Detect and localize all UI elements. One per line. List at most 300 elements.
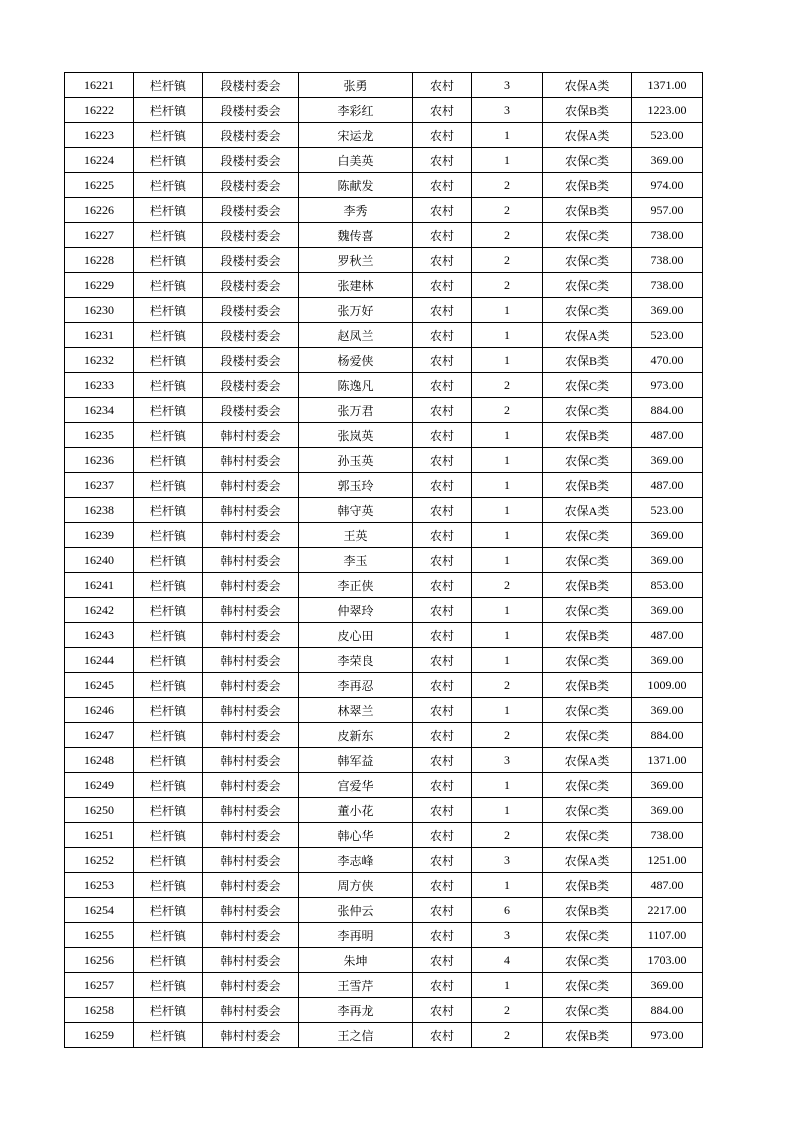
- village-committee-cell: 韩村村委会: [203, 448, 299, 473]
- serial-number-cell: 16223: [65, 123, 134, 148]
- town-cell: 栏杆镇: [134, 698, 203, 723]
- table-row: [65, 173, 703, 198]
- person-count-cell: 2: [472, 373, 543, 398]
- amount-cell: 1009.00: [632, 673, 703, 698]
- table-row: [65, 673, 703, 698]
- table-row: [65, 748, 703, 773]
- person-count-cell: 1: [472, 523, 543, 548]
- amount-cell: 884.00: [632, 398, 703, 423]
- table-row: [65, 973, 703, 998]
- village-committee-cell: 韩村村委会: [203, 823, 299, 848]
- residence-type-cell: 农村: [413, 798, 472, 823]
- person-count-cell: 2: [472, 573, 543, 598]
- amount-cell: 738.00: [632, 823, 703, 848]
- amount-cell: 369.00: [632, 973, 703, 998]
- table-body: [65, 73, 703, 1048]
- amount-cell: 738.00: [632, 223, 703, 248]
- town-cell: 栏杆镇: [134, 273, 203, 298]
- table-row: [65, 273, 703, 298]
- town-cell: 栏杆镇: [134, 923, 203, 948]
- residence-type-cell: 农村: [413, 848, 472, 873]
- amount-cell: 738.00: [632, 273, 703, 298]
- person-name-cell: 韩军益: [299, 748, 413, 773]
- residence-type-cell: 农村: [413, 98, 472, 123]
- amount-cell: 974.00: [632, 173, 703, 198]
- town-cell: 栏杆镇: [134, 673, 203, 698]
- town-cell: 栏杆镇: [134, 523, 203, 548]
- town-cell: 栏杆镇: [134, 348, 203, 373]
- residence-type-cell: 农村: [413, 273, 472, 298]
- residence-type-cell: 农村: [413, 198, 472, 223]
- insurance-category-cell: 农保C类: [543, 823, 632, 848]
- town-cell: 栏杆镇: [134, 998, 203, 1023]
- residence-type-cell: 农村: [413, 998, 472, 1023]
- amount-cell: 1371.00: [632, 748, 703, 773]
- residence-type-cell: 农村: [413, 748, 472, 773]
- amount-cell: 2217.00: [632, 898, 703, 923]
- village-committee-cell: 韩村村委会: [203, 673, 299, 698]
- village-committee-cell: 段楼村委会: [203, 148, 299, 173]
- amount-cell: 1703.00: [632, 948, 703, 973]
- village-committee-cell: 韩村村委会: [203, 648, 299, 673]
- table-row: [65, 298, 703, 323]
- town-cell: 栏杆镇: [134, 973, 203, 998]
- insurance-category-cell: 农保B类: [543, 898, 632, 923]
- serial-number-cell: 16244: [65, 648, 134, 673]
- table-row: [65, 648, 703, 673]
- table-row: [65, 598, 703, 623]
- person-name-cell: 李秀: [299, 198, 413, 223]
- person-name-cell: 李玉: [299, 548, 413, 573]
- town-cell: 栏杆镇: [134, 898, 203, 923]
- table-row: [65, 998, 703, 1023]
- serial-number-cell: 16231: [65, 323, 134, 348]
- village-committee-cell: 韩村村委会: [203, 473, 299, 498]
- amount-cell: 884.00: [632, 723, 703, 748]
- village-committee-cell: 韩村村委会: [203, 698, 299, 723]
- serial-number-cell: 16226: [65, 198, 134, 223]
- person-name-cell: 王之信: [299, 1023, 413, 1048]
- serial-number-cell: 16233: [65, 373, 134, 398]
- village-committee-cell: 韩村村委会: [203, 598, 299, 623]
- village-committee-cell: 韩村村委会: [203, 973, 299, 998]
- serial-number-cell: 16255: [65, 923, 134, 948]
- town-cell: 栏杆镇: [134, 473, 203, 498]
- town-cell: 栏杆镇: [134, 748, 203, 773]
- serial-number-cell: 16247: [65, 723, 134, 748]
- village-committee-cell: 段楼村委会: [203, 73, 299, 98]
- amount-cell: 369.00: [632, 523, 703, 548]
- serial-number-cell: 16241: [65, 573, 134, 598]
- amount-cell: 369.00: [632, 648, 703, 673]
- insurance-category-cell: 农保C类: [543, 148, 632, 173]
- insurance-category-cell: 农保B类: [543, 473, 632, 498]
- benefits-table: [64, 72, 703, 1048]
- person-count-cell: 2: [472, 198, 543, 223]
- person-name-cell: 李正侠: [299, 573, 413, 598]
- residence-type-cell: 农村: [413, 948, 472, 973]
- person-count-cell: 1: [472, 973, 543, 998]
- amount-cell: 369.00: [632, 298, 703, 323]
- village-committee-cell: 段楼村委会: [203, 98, 299, 123]
- insurance-category-cell: 农保C类: [543, 523, 632, 548]
- insurance-category-cell: 农保C类: [543, 248, 632, 273]
- town-cell: 栏杆镇: [134, 598, 203, 623]
- town-cell: 栏杆镇: [134, 848, 203, 873]
- person-name-cell: 宋运龙: [299, 123, 413, 148]
- person-count-cell: 1: [472, 623, 543, 648]
- table-row: [65, 98, 703, 123]
- village-committee-cell: 韩村村委会: [203, 873, 299, 898]
- amount-cell: 369.00: [632, 548, 703, 573]
- residence-type-cell: 农村: [413, 473, 472, 498]
- town-cell: 栏杆镇: [134, 573, 203, 598]
- person-count-cell: 4: [472, 948, 543, 973]
- person-name-cell: 赵凤兰: [299, 323, 413, 348]
- insurance-category-cell: 农保C类: [543, 798, 632, 823]
- village-committee-cell: 韩村村委会: [203, 623, 299, 648]
- insurance-category-cell: 农保C类: [543, 273, 632, 298]
- serial-number-cell: 16248: [65, 748, 134, 773]
- amount-cell: 487.00: [632, 873, 703, 898]
- person-name-cell: 李志峰: [299, 848, 413, 873]
- person-name-cell: 王英: [299, 523, 413, 548]
- person-count-cell: 2: [472, 823, 543, 848]
- town-cell: 栏杆镇: [134, 173, 203, 198]
- insurance-category-cell: 农保C类: [543, 398, 632, 423]
- serial-number-cell: 16250: [65, 798, 134, 823]
- person-name-cell: 白美英: [299, 148, 413, 173]
- amount-cell: 487.00: [632, 623, 703, 648]
- table-row: [65, 348, 703, 373]
- insurance-category-cell: 农保B类: [543, 348, 632, 373]
- amount-cell: 369.00: [632, 773, 703, 798]
- amount-cell: 884.00: [632, 998, 703, 1023]
- person-name-cell: 韩心华: [299, 823, 413, 848]
- amount-cell: 1251.00: [632, 848, 703, 873]
- serial-number-cell: 16253: [65, 873, 134, 898]
- table-row: [65, 148, 703, 173]
- village-committee-cell: 段楼村委会: [203, 373, 299, 398]
- town-cell: 栏杆镇: [134, 373, 203, 398]
- serial-number-cell: 16228: [65, 248, 134, 273]
- village-committee-cell: 韩村村委会: [203, 523, 299, 548]
- table-row: [65, 448, 703, 473]
- residence-type-cell: 农村: [413, 323, 472, 348]
- table-row: [65, 548, 703, 573]
- person-count-cell: 3: [472, 748, 543, 773]
- residence-type-cell: 农村: [413, 448, 472, 473]
- serial-number-cell: 16222: [65, 98, 134, 123]
- residence-type-cell: 农村: [413, 573, 472, 598]
- insurance-category-cell: 农保B类: [543, 98, 632, 123]
- person-count-cell: 1: [472, 298, 543, 323]
- amount-cell: 738.00: [632, 248, 703, 273]
- serial-number-cell: 16239: [65, 523, 134, 548]
- person-name-cell: 陈献发: [299, 173, 413, 198]
- table-row: [65, 198, 703, 223]
- insurance-category-cell: 农保C类: [543, 298, 632, 323]
- insurance-category-cell: 农保C类: [543, 648, 632, 673]
- town-cell: 栏杆镇: [134, 823, 203, 848]
- table-row: [65, 573, 703, 598]
- person-count-cell: 1: [472, 698, 543, 723]
- person-count-cell: 1: [472, 648, 543, 673]
- village-committee-cell: 段楼村委会: [203, 248, 299, 273]
- serial-number-cell: 16232: [65, 348, 134, 373]
- amount-cell: 973.00: [632, 1023, 703, 1048]
- person-count-cell: 1: [472, 873, 543, 898]
- person-count-cell: 1: [472, 323, 543, 348]
- person-name-cell: 张仲云: [299, 898, 413, 923]
- village-committee-cell: 段楼村委会: [203, 198, 299, 223]
- serial-number-cell: 16227: [65, 223, 134, 248]
- residence-type-cell: 农村: [413, 173, 472, 198]
- town-cell: 栏杆镇: [134, 198, 203, 223]
- serial-number-cell: 16225: [65, 173, 134, 198]
- town-cell: 栏杆镇: [134, 648, 203, 673]
- person-name-cell: 郭玉玲: [299, 473, 413, 498]
- insurance-category-cell: 农保C类: [543, 973, 632, 998]
- village-committee-cell: 段楼村委会: [203, 348, 299, 373]
- town-cell: 栏杆镇: [134, 148, 203, 173]
- person-name-cell: 皮新东: [299, 723, 413, 748]
- residence-type-cell: 农村: [413, 73, 472, 98]
- person-name-cell: 陈逸凡: [299, 373, 413, 398]
- person-name-cell: 孙玉英: [299, 448, 413, 473]
- person-count-cell: 6: [472, 898, 543, 923]
- insurance-category-cell: 农保C类: [543, 998, 632, 1023]
- insurance-category-cell: 农保C类: [543, 223, 632, 248]
- village-committee-cell: 韩村村委会: [203, 848, 299, 873]
- residence-type-cell: 农村: [413, 1023, 472, 1048]
- insurance-category-cell: 农保C类: [543, 598, 632, 623]
- person-name-cell: 宫爱华: [299, 773, 413, 798]
- amount-cell: 1223.00: [632, 98, 703, 123]
- residence-type-cell: 农村: [413, 773, 472, 798]
- village-committee-cell: 段楼村委会: [203, 273, 299, 298]
- amount-cell: 369.00: [632, 798, 703, 823]
- town-cell: 栏杆镇: [134, 73, 203, 98]
- residence-type-cell: 农村: [413, 223, 472, 248]
- table-row: [65, 73, 703, 98]
- table-row: [65, 423, 703, 448]
- table-row: [65, 948, 703, 973]
- person-count-cell: 2: [472, 673, 543, 698]
- amount-cell: 369.00: [632, 598, 703, 623]
- table-row: [65, 123, 703, 148]
- amount-cell: 1107.00: [632, 923, 703, 948]
- residence-type-cell: 农村: [413, 348, 472, 373]
- village-committee-cell: 段楼村委会: [203, 173, 299, 198]
- person-name-cell: 李荣良: [299, 648, 413, 673]
- insurance-category-cell: 农保A类: [543, 748, 632, 773]
- amount-cell: 369.00: [632, 148, 703, 173]
- table-row: [65, 798, 703, 823]
- amount-cell: 487.00: [632, 423, 703, 448]
- person-count-cell: 1: [472, 598, 543, 623]
- insurance-category-cell: 农保A类: [543, 123, 632, 148]
- residence-type-cell: 农村: [413, 248, 472, 273]
- table-row: [65, 623, 703, 648]
- table-row: [65, 498, 703, 523]
- table-row: [65, 923, 703, 948]
- serial-number-cell: 16258: [65, 998, 134, 1023]
- person-count-cell: 2: [472, 248, 543, 273]
- town-cell: 栏杆镇: [134, 548, 203, 573]
- serial-number-cell: 16234: [65, 398, 134, 423]
- residence-type-cell: 农村: [413, 548, 472, 573]
- insurance-category-cell: 农保C类: [543, 773, 632, 798]
- amount-cell: 523.00: [632, 323, 703, 348]
- serial-number-cell: 16245: [65, 673, 134, 698]
- residence-type-cell: 农村: [413, 648, 472, 673]
- village-committee-cell: 韩村村委会: [203, 573, 299, 598]
- person-name-cell: 韩守英: [299, 498, 413, 523]
- person-count-cell: 2: [472, 223, 543, 248]
- residence-type-cell: 农村: [413, 523, 472, 548]
- person-count-cell: 1: [472, 798, 543, 823]
- insurance-category-cell: 农保B类: [543, 873, 632, 898]
- serial-number-cell: 16235: [65, 423, 134, 448]
- table-row: [65, 823, 703, 848]
- village-committee-cell: 韩村村委会: [203, 498, 299, 523]
- insurance-category-cell: 农保C类: [543, 548, 632, 573]
- amount-cell: 369.00: [632, 698, 703, 723]
- person-count-cell: 1: [472, 498, 543, 523]
- table-row: [65, 523, 703, 548]
- residence-type-cell: 农村: [413, 598, 472, 623]
- person-count-cell: 1: [472, 123, 543, 148]
- table-row: [65, 373, 703, 398]
- town-cell: 栏杆镇: [134, 1023, 203, 1048]
- town-cell: 栏杆镇: [134, 798, 203, 823]
- insurance-category-cell: 农保B类: [543, 173, 632, 198]
- person-name-cell: 张万好: [299, 298, 413, 323]
- amount-cell: 487.00: [632, 473, 703, 498]
- village-committee-cell: 段楼村委会: [203, 323, 299, 348]
- town-cell: 栏杆镇: [134, 773, 203, 798]
- table-row: [65, 398, 703, 423]
- residence-type-cell: 农村: [413, 498, 472, 523]
- residence-type-cell: 农村: [413, 873, 472, 898]
- serial-number-cell: 16256: [65, 948, 134, 973]
- town-cell: 栏杆镇: [134, 498, 203, 523]
- amount-cell: 957.00: [632, 198, 703, 223]
- person-count-cell: 1: [472, 773, 543, 798]
- serial-number-cell: 16246: [65, 698, 134, 723]
- village-committee-cell: 段楼村委会: [203, 223, 299, 248]
- insurance-category-cell: 农保B类: [543, 623, 632, 648]
- person-name-cell: 张万君: [299, 398, 413, 423]
- insurance-category-cell: 农保B类: [543, 573, 632, 598]
- person-count-cell: 3: [472, 923, 543, 948]
- serial-number-cell: 16243: [65, 623, 134, 648]
- insurance-category-cell: 农保B类: [543, 423, 632, 448]
- person-count-cell: 1: [472, 348, 543, 373]
- village-committee-cell: 段楼村委会: [203, 298, 299, 323]
- person-name-cell: 董小花: [299, 798, 413, 823]
- person-name-cell: 周方侠: [299, 873, 413, 898]
- amount-cell: 470.00: [632, 348, 703, 373]
- person-name-cell: 皮心田: [299, 623, 413, 648]
- insurance-category-cell: 农保C类: [543, 698, 632, 723]
- insurance-category-cell: 农保C类: [543, 373, 632, 398]
- residence-type-cell: 农村: [413, 923, 472, 948]
- serial-number-cell: 16229: [65, 273, 134, 298]
- serial-number-cell: 16257: [65, 973, 134, 998]
- person-name-cell: 张建林: [299, 273, 413, 298]
- serial-number-cell: 16236: [65, 448, 134, 473]
- village-committee-cell: 段楼村委会: [203, 398, 299, 423]
- residence-type-cell: 农村: [413, 898, 472, 923]
- person-name-cell: 杨爱侠: [299, 348, 413, 373]
- residence-type-cell: 农村: [413, 723, 472, 748]
- person-name-cell: 李彩红: [299, 98, 413, 123]
- person-name-cell: 张岚英: [299, 423, 413, 448]
- serial-number-cell: 16259: [65, 1023, 134, 1048]
- village-committee-cell: 韩村村委会: [203, 948, 299, 973]
- person-count-cell: 3: [472, 73, 543, 98]
- town-cell: 栏杆镇: [134, 423, 203, 448]
- village-committee-cell: 韩村村委会: [203, 1023, 299, 1048]
- table-row: [65, 898, 703, 923]
- person-count-cell: 2: [472, 998, 543, 1023]
- person-count-cell: 1: [472, 423, 543, 448]
- serial-number-cell: 16252: [65, 848, 134, 873]
- town-cell: 栏杆镇: [134, 323, 203, 348]
- insurance-category-cell: 农保C类: [543, 448, 632, 473]
- insurance-category-cell: 农保A类: [543, 498, 632, 523]
- town-cell: 栏杆镇: [134, 723, 203, 748]
- residence-type-cell: 农村: [413, 673, 472, 698]
- serial-number-cell: 16242: [65, 598, 134, 623]
- village-committee-cell: 韩村村委会: [203, 423, 299, 448]
- table-row: [65, 248, 703, 273]
- person-name-cell: 仲翠玲: [299, 598, 413, 623]
- table-row: [65, 773, 703, 798]
- town-cell: 栏杆镇: [134, 123, 203, 148]
- person-count-cell: 2: [472, 723, 543, 748]
- village-committee-cell: 韩村村委会: [203, 798, 299, 823]
- residence-type-cell: 农村: [413, 698, 472, 723]
- town-cell: 栏杆镇: [134, 223, 203, 248]
- insurance-category-cell: 农保B类: [543, 198, 632, 223]
- table-row: [65, 723, 703, 748]
- amount-cell: 1371.00: [632, 73, 703, 98]
- insurance-category-cell: 农保B类: [543, 673, 632, 698]
- insurance-category-cell: 农保A类: [543, 73, 632, 98]
- serial-number-cell: 16224: [65, 148, 134, 173]
- residence-type-cell: 农村: [413, 973, 472, 998]
- table-row: [65, 848, 703, 873]
- person-count-cell: 2: [472, 273, 543, 298]
- serial-number-cell: 16254: [65, 898, 134, 923]
- insurance-category-cell: 农保C类: [543, 723, 632, 748]
- town-cell: 栏杆镇: [134, 98, 203, 123]
- person-name-cell: 朱坤: [299, 948, 413, 973]
- town-cell: 栏杆镇: [134, 623, 203, 648]
- village-committee-cell: 段楼村委会: [203, 123, 299, 148]
- village-committee-cell: 韩村村委会: [203, 898, 299, 923]
- village-committee-cell: 韩村村委会: [203, 748, 299, 773]
- person-name-cell: 罗秋兰: [299, 248, 413, 273]
- residence-type-cell: 农村: [413, 373, 472, 398]
- person-name-cell: 李再忍: [299, 673, 413, 698]
- amount-cell: 853.00: [632, 573, 703, 598]
- serial-number-cell: 16238: [65, 498, 134, 523]
- person-count-cell: 1: [472, 148, 543, 173]
